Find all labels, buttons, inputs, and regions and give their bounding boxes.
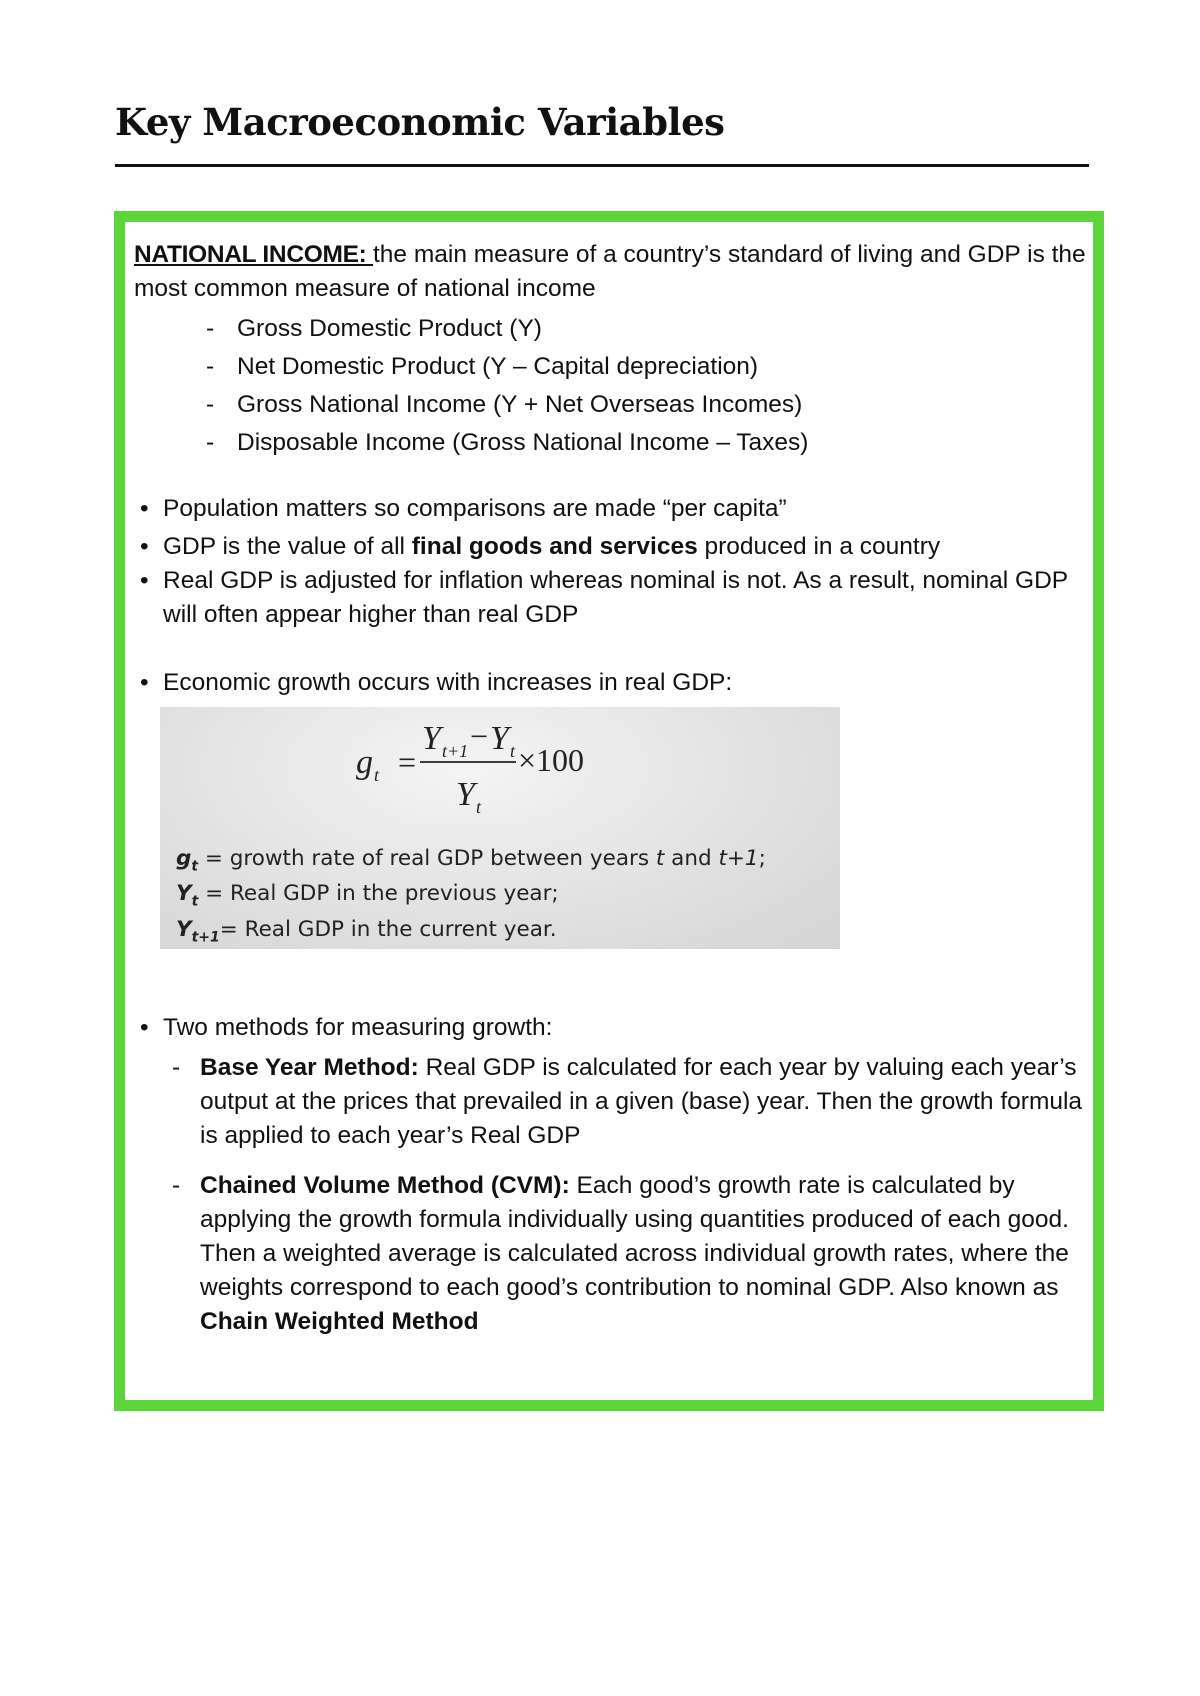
definition-text: = Real GDP in the previous year; <box>198 881 559 907</box>
definition-year-t: t <box>655 846 665 871</box>
national-income-label: NATIONAL INCOME: <box>134 241 373 268</box>
bullet-two-methods: • Two methods for measuring growth: <box>134 1011 1089 1045</box>
method-cvm-label: Chained Volume Method (CVM): <box>200 1172 570 1199</box>
formula-definitions <box>176 845 766 951</box>
definition-previous-gdp <box>176 880 766 915</box>
income-measures-list <box>134 310 1089 462</box>
method-base-year <box>134 1051 1089 1153</box>
measure-disposable-income: - Disposable Income (Gross National Income – Taxes) <box>134 424 1089 462</box>
formula-lhs-sub: t <box>374 765 380 785</box>
definition-text: = growth rate of real GDP between years <box>198 846 656 871</box>
method-cvm-alias: Chain Weighted Method <box>200 1308 479 1335</box>
spacer <box>134 632 1089 666</box>
measure-gdp: - Gross Domestic Product (Y) <box>134 310 1089 348</box>
formula-equals: = <box>398 744 417 780</box>
growth-methods-list <box>134 1051 1089 1339</box>
bullet-economic-growth: • Economic growth occurs with increases in real GDP: <box>134 666 1089 700</box>
bullet-real-vs-nominal: • Real GDP is adjusted for inflation whereas nominal is not. As a result, nominal GDP will often appear higher than real GDP <box>134 564 1089 632</box>
formula-numerator-b: Y <box>490 720 509 757</box>
method-base-year-text: Real GDP is calculated for each year by valuing each year’s output at the prices that prevailed in a given (base) year. Then the growth formula is applied to each year’s Real GDP <box>200 1054 1083 1149</box>
national-income-definition <box>134 238 1089 306</box>
summary-content <box>134 238 1089 1339</box>
formula-numerator-b-sub: t <box>510 741 516 761</box>
definition-text: = Real GDP in the current year. <box>219 916 557 942</box>
gdp-definition-post: produced in a country <box>697 533 941 560</box>
formula-denominator: Y <box>456 776 475 813</box>
formula-times-100: ×100 <box>518 742 585 778</box>
definition-current-gdp <box>176 916 766 951</box>
methods-intro-list <box>134 1011 1089 1045</box>
formula-numerator-a: Y <box>422 720 441 757</box>
formula-numerator-a-sub: t+1 <box>442 741 469 761</box>
title-rule <box>115 164 1089 167</box>
growth-list <box>134 666 1089 700</box>
method-cvm-text: Each good’s growth rate is calculated by applying the growth formula individually using quantities produced of each good. Then a weighted average is calculated across individual growth rates, where the weights correspond to each good’s contribution to nominal GDP. Also known as <box>200 1172 1069 1301</box>
summary-box <box>114 211 1104 1411</box>
gdp-definition-bold: final goods and services <box>411 533 698 560</box>
spacer <box>134 462 1089 492</box>
definition-symbol: Y <box>176 916 192 942</box>
definition-year-t1: t+1 <box>718 846 759 871</box>
method-base-year-label: Base Year Method: <box>200 1054 419 1081</box>
measure-gni: - Gross National Income (Y + Net Overseas Incomes) <box>134 386 1089 424</box>
definition-symbol-sub: t <box>191 858 199 875</box>
definition-growth-rate <box>176 845 766 880</box>
formula-lhs: g <box>356 744 373 781</box>
formula-denominator-sub: t <box>476 797 482 817</box>
definition-symbol: g <box>176 846 192 871</box>
national-income-text: the main measure of a country’s standard of living and GDP is the most common measure of national income <box>134 241 1086 302</box>
spacer <box>134 949 1089 1011</box>
gdp-facts-list <box>134 492 1089 632</box>
growth-formula-image <box>160 707 840 949</box>
method-chained-volume <box>134 1169 1089 1339</box>
formula-minus: − <box>470 718 489 754</box>
bullet-per-capita: • Population matters so comparisons are made “per capita” <box>134 492 1089 526</box>
growth-formula <box>160 707 840 827</box>
definition-end: ; <box>758 846 766 871</box>
definition-symbol-sub: t+1 <box>191 928 220 945</box>
definition-symbol-sub: t <box>191 893 199 910</box>
gdp-definition-pre: GDP is the value of all <box>163 533 412 560</box>
bullet-gdp-definition <box>134 530 1089 564</box>
definition-and: and <box>664 846 719 871</box>
definition-symbol: Y <box>176 881 192 907</box>
measure-ndp: - Net Domestic Product (Y – Capital depreciation) <box>134 348 1089 386</box>
page-title: Key Macroeconomic Variables <box>115 100 725 144</box>
